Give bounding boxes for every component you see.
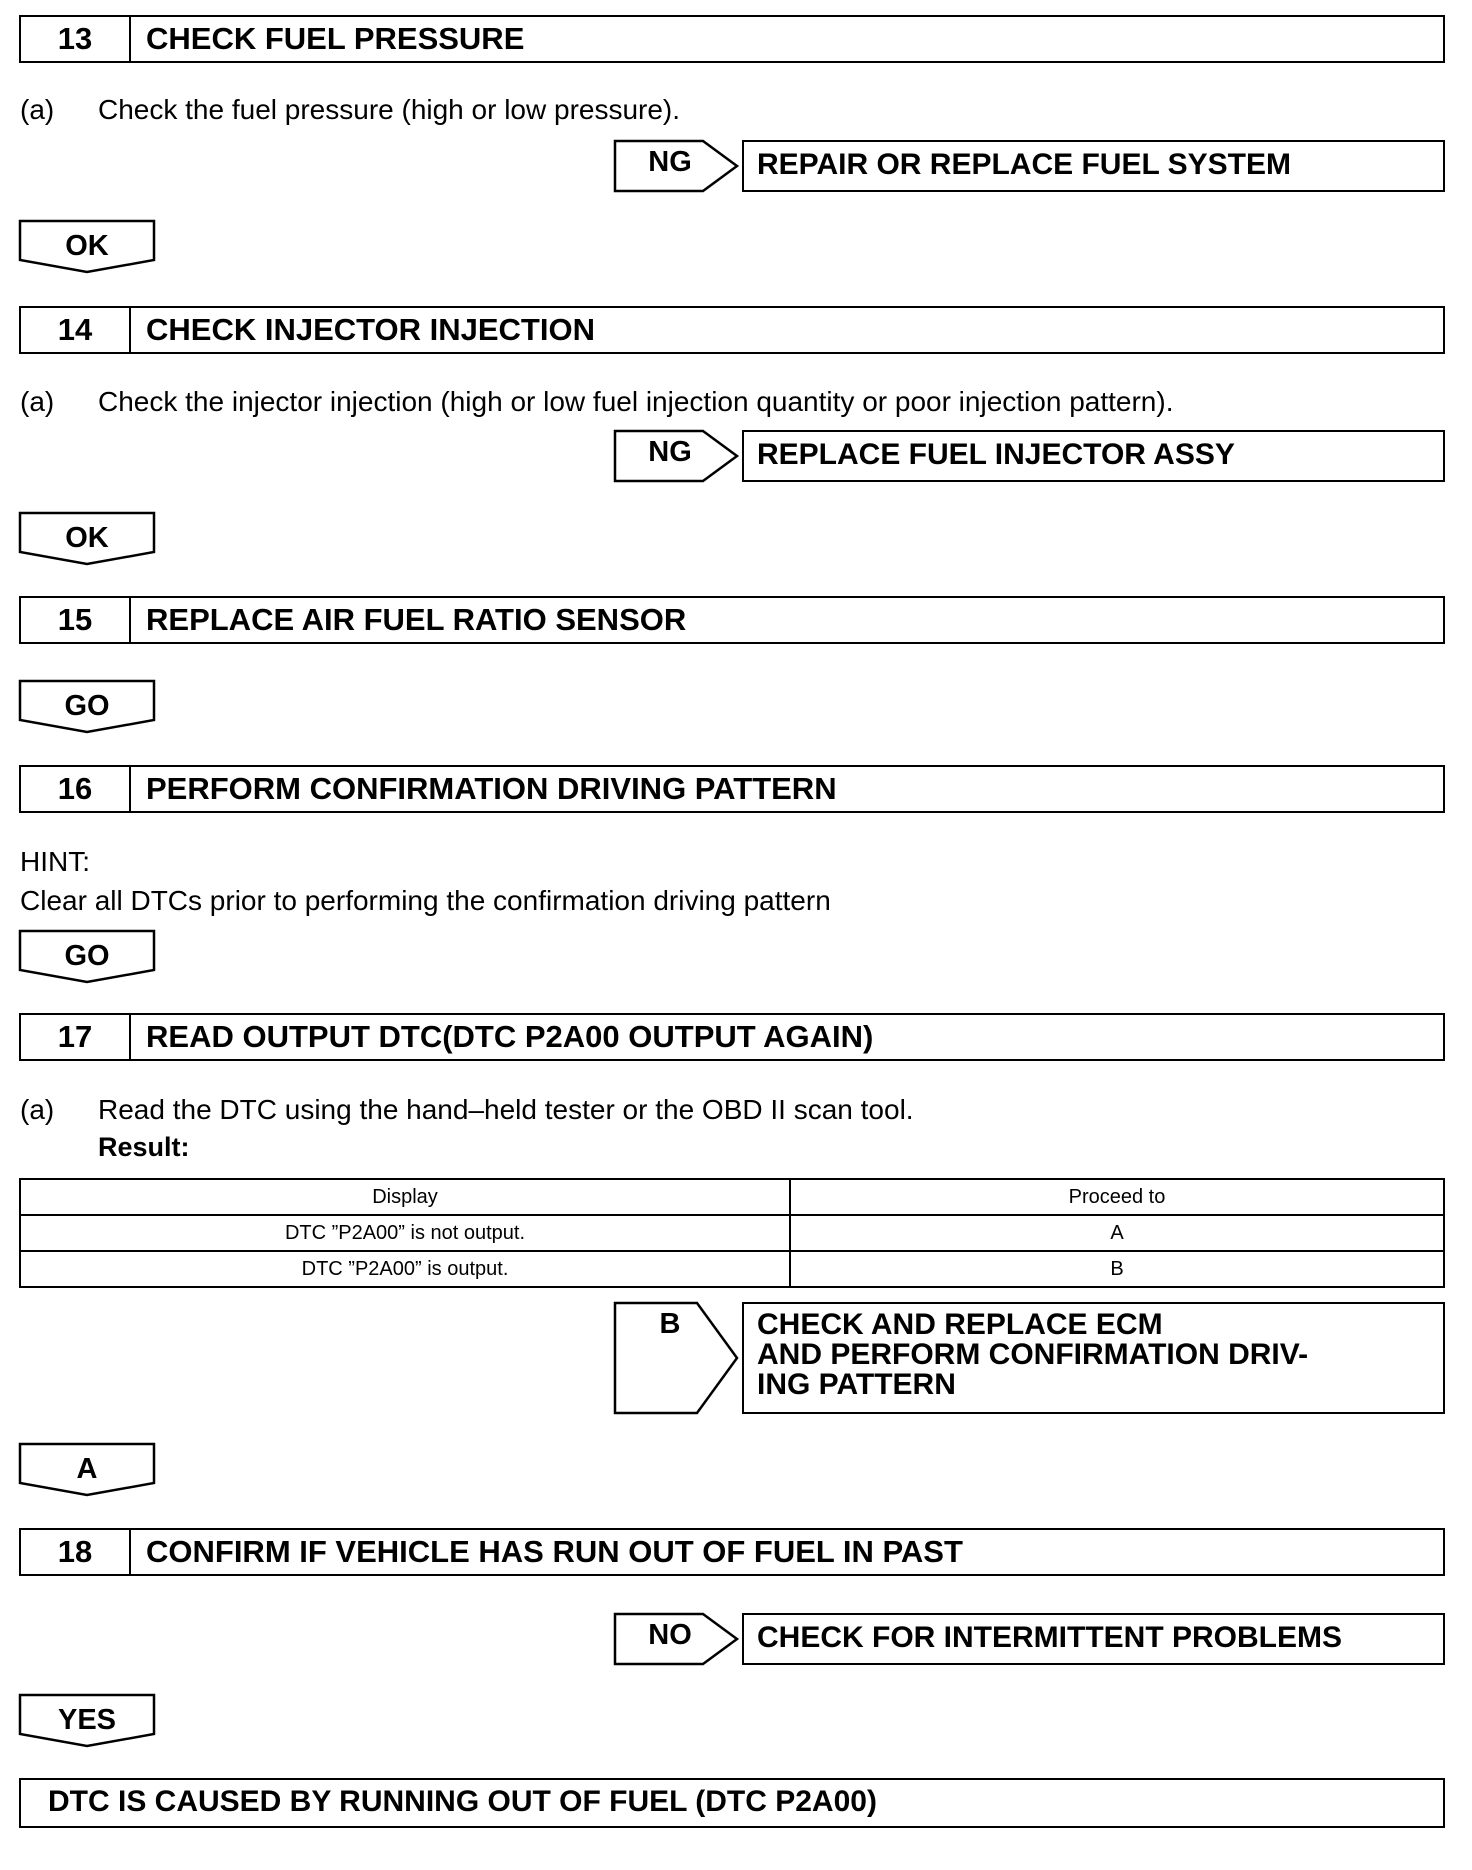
step-number: 15 [21,598,131,642]
hint-label: HINT: [20,846,90,877]
step-16-header [19,765,1445,813]
result-label: Result: [98,1132,190,1162]
step-18-header [19,1528,1445,1576]
step-15-header [19,596,1445,644]
table-row [20,1251,1444,1287]
table-header-cell: Proceed to [790,1179,1444,1215]
table-row [20,1215,1444,1251]
sub-label: (a) [20,386,55,417]
b-label: B [659,1308,681,1340]
table-cell: A [790,1215,1444,1251]
table-cell: DTC ”P2A00” is not output. [20,1215,790,1251]
go-label: GO [64,690,110,722]
sub-label: (a) [20,94,55,125]
table-header-cell: Display [20,1179,790,1215]
table-header-row [20,1179,1444,1215]
table-cell: B [790,1251,1444,1287]
step-14-instruction: Check the injector injection (high or low fuel injection quantity or poor injection pattern). [98,386,1174,417]
a-label: A [76,1453,98,1485]
step-number: 14 [21,308,131,352]
yes-label: YES [57,1704,117,1736]
step-title: REPLACE AIR FUEL RATIO SENSOR [146,602,687,637]
step-title: CONFIRM IF VEHICLE HAS RUN OUT OF FUEL IN PAST [146,1534,963,1569]
final-conclusion: DTC IS CAUSED BY RUNNING OUT OF FUEL (DTC P2A00) [48,1785,877,1818]
go-label: GO [64,940,110,972]
step-title: READ OUTPUT DTC(DTC P2A00 OUTPUT AGAIN) [146,1019,874,1054]
b-result-line: ING PATTERN [757,1368,956,1401]
table-cell: DTC ”P2A00” is output. [20,1251,790,1287]
hint-text: Clear all DTCs prior to performing the confirmation driving pattern [20,885,831,916]
ng-result-box: REPLACE FUEL INJECTOR ASSY [742,430,1445,482]
b-result-box [742,1302,1445,1414]
step-number: 16 [21,767,131,811]
step-title: PERFORM CONFIRMATION DRIVING PATTERN [146,771,837,806]
result-table [19,1178,1445,1288]
step-number: 17 [21,1015,131,1059]
ok-label: OK [65,230,109,262]
b-result-line: CHECK AND REPLACE ECM [757,1308,1163,1341]
step-title: CHECK FUEL PRESSURE [146,21,525,56]
step-17-instruction: Read the DTC using the hand–held tester or the OBD II scan tool. [98,1094,914,1125]
ng-result-box: REPAIR OR REPLACE FUEL SYSTEM [742,140,1445,192]
b-result-line: AND PERFORM CONFIRMATION DRIV- [757,1338,1309,1371]
no-result-box: CHECK FOR INTERMITTENT PROBLEMS [742,1613,1445,1665]
step-number: 13 [21,17,131,61]
step-17-header [19,1013,1445,1061]
step-13-instruction: Check the fuel pressure (high or low pressure). [98,94,681,125]
ok-label: OK [65,522,109,554]
step-13-header [19,15,1445,63]
ng-label: NG [648,146,692,178]
ng-label: NG [648,436,692,468]
step-14-header [19,306,1445,354]
final-conclusion-box [19,1778,1445,1828]
step-title: CHECK INJECTOR INJECTION [146,312,595,347]
sub-label: (a) [20,1094,55,1125]
no-label: NO [648,1619,692,1651]
step-number: 18 [21,1530,131,1574]
